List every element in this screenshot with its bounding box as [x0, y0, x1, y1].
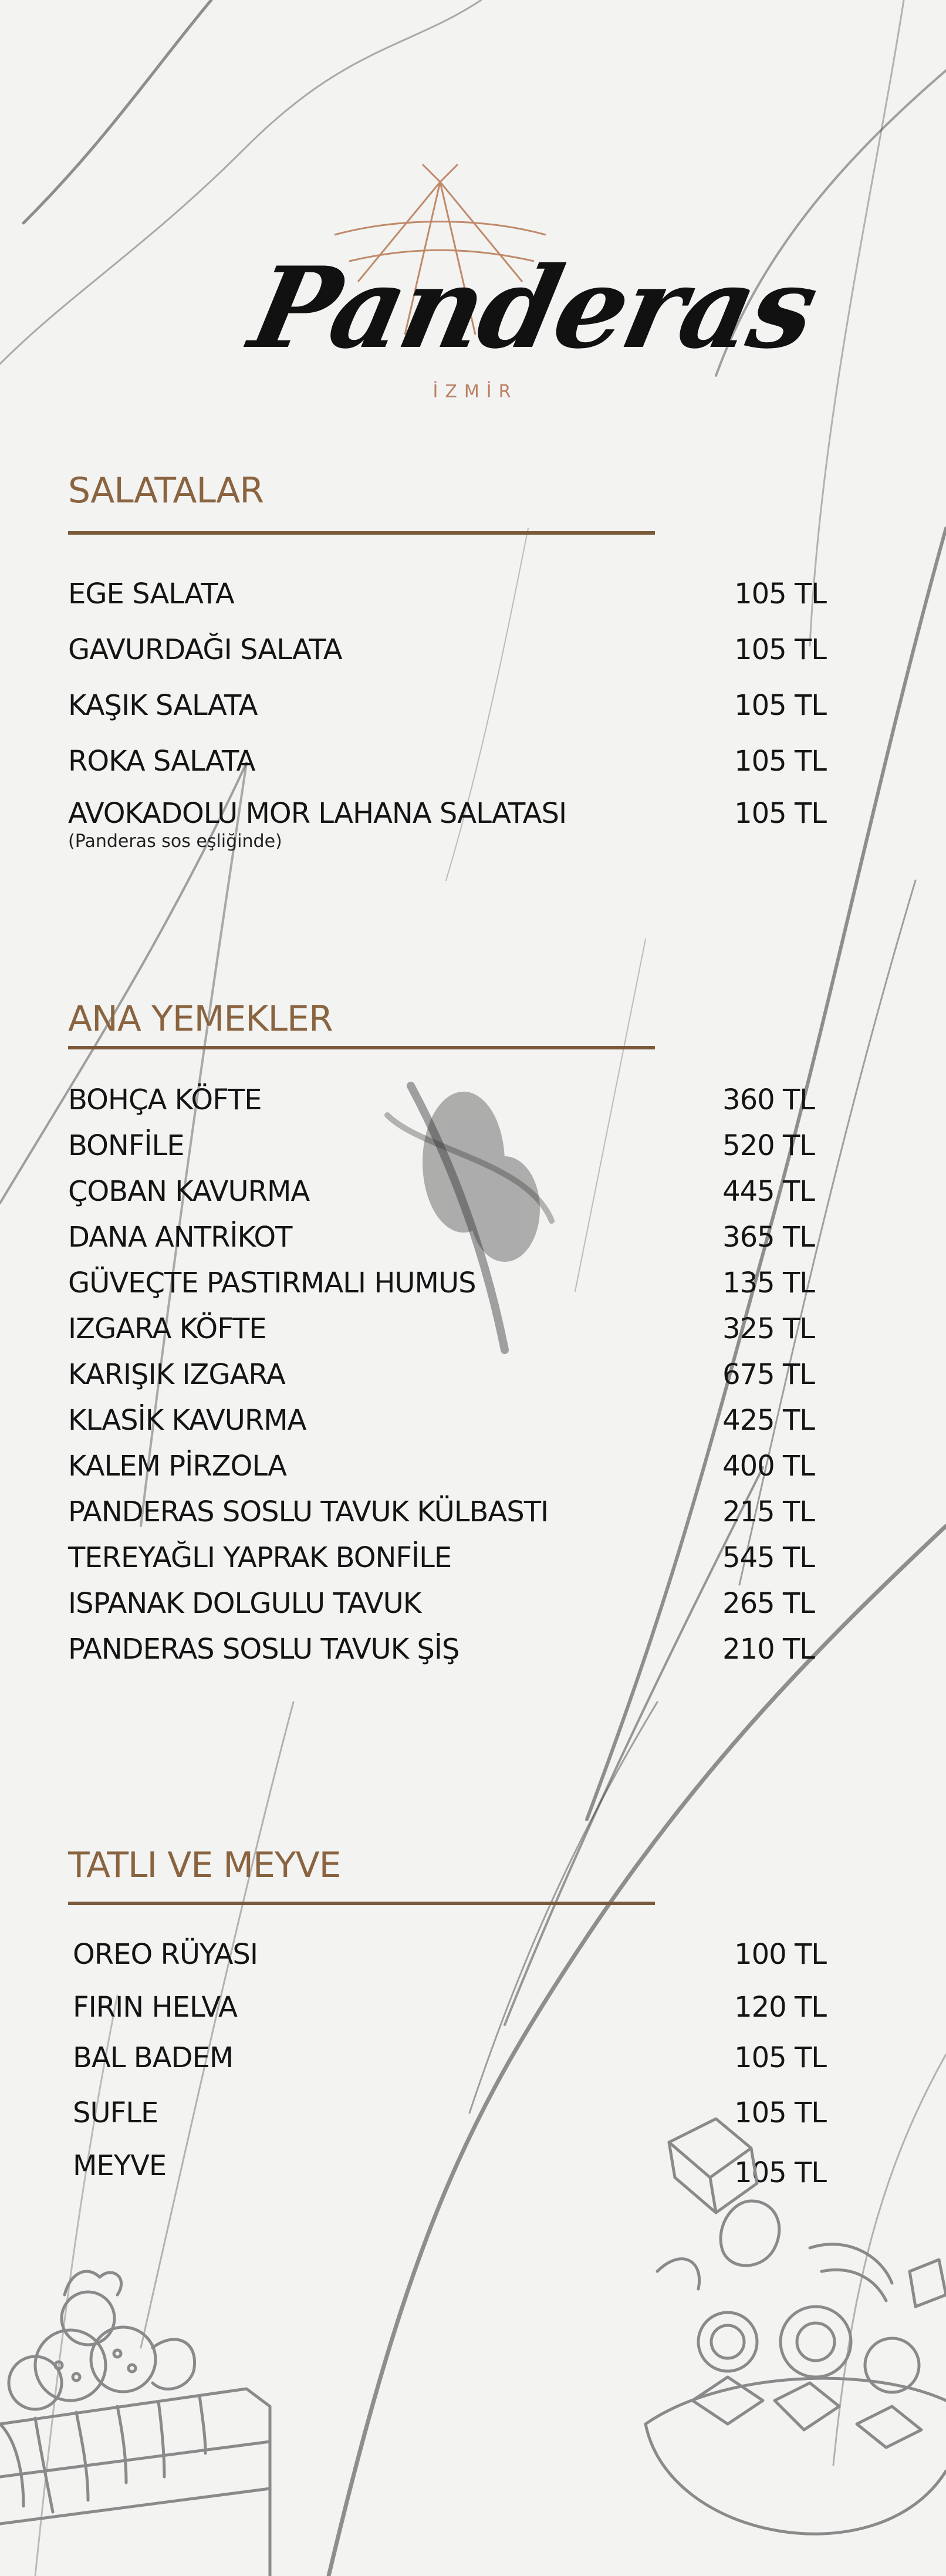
menu-item-name: TEREYAĞLI YAPRAK BONFİLE	[68, 1541, 452, 1574]
menu-item-name: GAVURDAĞI SALATA	[68, 633, 342, 666]
section-divider	[68, 1046, 655, 1049]
menu-item-price: 105 TL	[734, 2156, 826, 2189]
section-title-tatli-ve-meyve: TATLI VE MEYVE	[68, 1845, 341, 1886]
menu-item-name: ÇOBAN KAVURMA	[68, 1175, 310, 1208]
menu-item-name: MEYVE	[73, 2149, 167, 2182]
menu-item-price: 120 TL	[734, 1991, 826, 2024]
menu-item-price: 105 TL	[734, 797, 826, 830]
menu-item-price: 675 TL	[722, 1358, 815, 1391]
menu-item-price: 545 TL	[722, 1541, 815, 1574]
menu-item-name: OREO RÜYASI	[73, 1938, 258, 1971]
menu-item-price: 325 TL	[722, 1312, 815, 1345]
menu-item-name: ROKA SALATA	[68, 745, 255, 778]
menu-item-name: SUFLE	[73, 2096, 158, 2129]
salad-bowl-illustration-icon	[634, 2095, 946, 2576]
menu-item-name: PANDERAS SOSLU TAVUK KÜLBASTI	[68, 1495, 549, 1528]
menu-item-note: (Panderas sos eşliğinde)	[68, 831, 282, 852]
section-title-ana-yemekler: ANA YEMEKLER	[68, 998, 333, 1039]
menu-item-name: FIRIN HELVA	[73, 1991, 237, 2024]
menu-item-price: 135 TL	[722, 1267, 815, 1299]
menu-item-name: DANA ANTRİKOT	[68, 1221, 292, 1254]
menu-item-name: BOHÇA KÖFTE	[68, 1083, 262, 1116]
menu-item-price: 365 TL	[722, 1221, 815, 1254]
dessert-cake-illustration-icon	[0, 2230, 329, 2576]
menu-item-name: BONFİLE	[68, 1129, 184, 1162]
menu-item-name: ISPANAK DOLGULU TAVUK	[68, 1587, 421, 1620]
menu-item-name: KAŞIK SALATA	[68, 689, 258, 722]
menu-item-price: 360 TL	[722, 1083, 815, 1116]
menu-item-price: 105 TL	[734, 2096, 826, 2129]
menu-item-price: 105 TL	[734, 745, 826, 778]
menu-item-price: 100 TL	[734, 1938, 826, 1971]
section-title-salatalar: SALATALAR	[68, 470, 264, 511]
menu-item-name: AVOKADOLU MOR LAHANA SALATASI	[68, 797, 567, 830]
menu-item-price: 520 TL	[722, 1129, 815, 1162]
menu-item-name: GÜVEÇTE PASTIRMALI HUMUS	[68, 1267, 476, 1299]
brand-city: İZMİR	[433, 381, 518, 402]
menu-item-name: KALEM PİRZOLA	[68, 1450, 287, 1483]
menu-item-price: 210 TL	[722, 1633, 815, 1666]
menu-item-price: 105 TL	[734, 578, 826, 610]
menu-item-name: IZGARA KÖFTE	[68, 1312, 266, 1345]
menu-item-price: 425 TL	[722, 1404, 815, 1437]
menu-item-name: BAL BADEM	[73, 2041, 234, 2074]
menu-item-price: 105 TL	[734, 689, 826, 722]
section-divider	[68, 1902, 655, 1905]
menu-item-price: 105 TL	[734, 633, 826, 666]
menu-item-name: EGE SALATA	[68, 578, 234, 610]
menu-item-name: PANDERAS SOSLU TAVUK ŞİŞ	[68, 1633, 460, 1666]
menu-item-price: 105 TL	[734, 2041, 826, 2074]
menu-item-name: KLASİK KAVURMA	[68, 1404, 306, 1437]
menu-item-price: 215 TL	[722, 1495, 815, 1528]
brand-logo-wordmark: Panderas	[240, 242, 826, 373]
section-divider	[68, 531, 655, 535]
menu-item-price: 445 TL	[722, 1175, 815, 1208]
menu-item-name: KARIŞIK IZGARA	[68, 1358, 285, 1391]
menu-item-price: 265 TL	[722, 1587, 815, 1620]
menu-item-price: 400 TL	[722, 1450, 815, 1483]
